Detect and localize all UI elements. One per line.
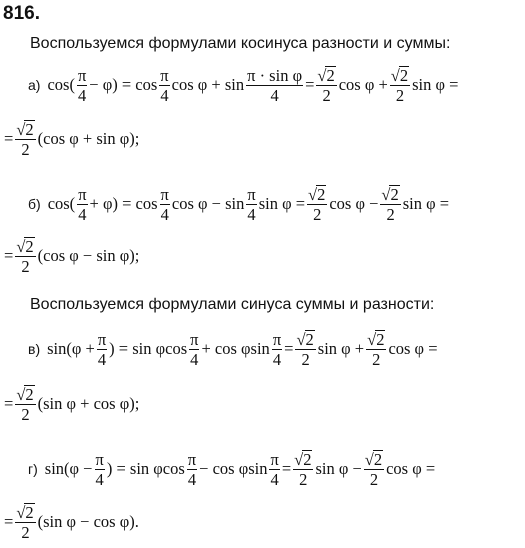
part-b-line2 — [4, 237, 139, 276]
text: (sin φ + cos φ); — [37, 394, 140, 414]
sqrt-2 — [366, 330, 386, 350]
text: cos φ = — [386, 459, 436, 479]
text: = — [4, 129, 14, 149]
radicand: 2 — [399, 66, 409, 85]
root-sign: √ — [16, 385, 26, 404]
radicand: 2 — [376, 330, 385, 349]
text: cos φ − — [329, 194, 379, 214]
text: ) = sin φcos — [109, 339, 188, 359]
sqrt-2 — [380, 185, 400, 205]
fraction-sqrt2-2 — [15, 503, 35, 542]
numerator: π — [95, 449, 104, 469]
numerator: π — [272, 329, 282, 349]
fraction-pi-4 — [159, 67, 169, 105]
text: sin φ = — [412, 75, 459, 95]
intro-sin-text: Воспользуемся формулами синуса суммы и разности: — [30, 296, 435, 313]
radicand: 2 — [326, 66, 335, 85]
denominator: 2 — [299, 470, 308, 490]
denominator: 4 — [190, 349, 199, 369]
text: cos( — [47, 194, 76, 214]
numerator: π — [190, 329, 199, 349]
radicand: 2 — [25, 385, 34, 404]
text: sin(φ − — [44, 459, 93, 479]
text: + cos φsin — [201, 339, 270, 359]
sqrt-2 — [390, 66, 410, 86]
part-d-line2 — [4, 503, 139, 542]
root-sign: √ — [16, 503, 26, 522]
text: sin φ − — [315, 459, 362, 479]
sqrt-2 — [295, 330, 315, 350]
fraction-pi-4 — [246, 186, 256, 224]
fraction-sqrt2-2 — [15, 120, 35, 159]
denominator: 4 — [78, 204, 87, 224]
part-c-label: в) — [28, 341, 41, 358]
denominator: 4 — [187, 469, 197, 489]
denominator: 4 — [160, 204, 169, 224]
radicand: 2 — [305, 330, 314, 349]
sqrt-2 — [15, 237, 35, 257]
text: = — [4, 246, 14, 266]
text: cos φ − sin — [171, 194, 245, 214]
numerator: π — [160, 65, 169, 85]
fraction-pi-4 — [269, 451, 279, 489]
denominator: 2 — [21, 140, 30, 160]
denominator: 4 — [95, 469, 104, 489]
numerator: π — [78, 184, 87, 204]
part-a-label: а) — [28, 77, 41, 94]
denominator: 2 — [313, 205, 322, 225]
text: = — [4, 512, 14, 532]
radicand: 2 — [25, 237, 34, 256]
radicand: 2 — [303, 450, 312, 469]
numerator: π — [247, 184, 256, 204]
sqrt-2 — [364, 450, 384, 470]
text: + φ) = cos — [89, 194, 158, 214]
root-sign: √ — [381, 185, 391, 204]
root-sign: √ — [294, 450, 304, 469]
intro-cos-text: Воспользуемся формулами косинуса разности и суммы: — [30, 35, 451, 52]
root-sign: √ — [364, 450, 374, 469]
radicand: 2 — [390, 185, 399, 204]
denominator: 2 — [322, 86, 331, 106]
sqrt-2 — [15, 385, 35, 405]
fraction-sqrt2-2 — [293, 450, 313, 489]
fraction-sqrt2-2 — [316, 66, 336, 105]
sqrt-2 — [15, 120, 35, 140]
root-sign: √ — [296, 330, 306, 349]
sqrt-2 — [293, 450, 313, 470]
root-sign: √ — [16, 237, 26, 256]
denominator: 2 — [21, 257, 30, 277]
fraction-pi-4 — [160, 186, 170, 224]
denominator: 2 — [21, 405, 30, 425]
fraction-pi-4 — [97, 331, 107, 369]
numerator: π — [270, 449, 279, 469]
fraction-sqrt2-2 — [307, 185, 327, 224]
text: = — [284, 339, 294, 359]
sqrt-2 — [316, 66, 336, 86]
denominator: 4 — [78, 85, 87, 105]
numerator: π — [187, 449, 197, 469]
part-b-label: б) — [28, 196, 41, 213]
denominator: 4 — [270, 469, 279, 489]
part-c-line1 — [28, 330, 438, 369]
fraction-pi-sin-4 — [246, 67, 303, 105]
denominator: 2 — [395, 86, 405, 106]
numerator: π — [160, 184, 169, 204]
text: (sin φ − cos φ). — [37, 512, 139, 532]
fraction-sqrt2-2 — [15, 385, 35, 424]
text: (cos φ − sin φ); — [37, 246, 140, 266]
fraction-pi-4 — [272, 331, 282, 369]
fraction-sqrt2-2 — [390, 66, 410, 105]
text: − cos φsin — [199, 459, 268, 479]
root-sign: √ — [390, 66, 400, 85]
text: cos φ + sin — [171, 75, 245, 95]
sqrt-2 — [307, 185, 327, 205]
text: − φ) = cos — [89, 75, 158, 95]
denominator: 4 — [272, 349, 282, 369]
denominator: 2 — [386, 205, 395, 225]
denominator: 4 — [270, 85, 279, 105]
part-d-line1 — [28, 450, 435, 489]
denominator: 4 — [160, 85, 169, 105]
denominator: 4 — [247, 204, 256, 224]
text: sin(φ + — [47, 339, 95, 359]
fraction-pi-4 — [187, 451, 197, 489]
denominator: 2 — [369, 470, 379, 490]
denominator: 2 — [372, 350, 381, 370]
text: = — [281, 459, 292, 479]
fraction-sqrt2-2 — [366, 330, 386, 369]
text: (cos φ + sin φ); — [37, 129, 140, 149]
fraction-sqrt2-2 — [364, 450, 384, 489]
text: sin φ = — [258, 194, 306, 214]
fraction-sqrt2-2 — [15, 237, 35, 276]
part-a-line2 — [4, 120, 139, 159]
text: ) = sin φcos — [106, 459, 185, 479]
text: = — [305, 75, 315, 95]
denominator: 4 — [97, 349, 107, 369]
root-sign: √ — [16, 120, 26, 139]
denominator: 2 — [301, 350, 310, 370]
problem-number: 816. — [3, 3, 40, 24]
fraction-pi-4 — [77, 186, 87, 224]
text: cos φ + — [338, 75, 388, 95]
denominator: 2 — [21, 523, 30, 543]
radicand: 2 — [25, 503, 34, 522]
part-d-label: г) — [28, 461, 38, 478]
text: = — [4, 394, 14, 414]
radicand: 2 — [373, 450, 383, 469]
text: sin φ = — [402, 194, 450, 214]
fraction-pi-4 — [95, 451, 105, 489]
fraction-sqrt2-2 — [295, 330, 315, 369]
fraction-pi-4 — [189, 331, 199, 369]
numerator: π — [97, 329, 107, 349]
radicand: 2 — [317, 185, 326, 204]
root-sign: √ — [317, 66, 327, 85]
radicand: 2 — [25, 120, 34, 139]
text: cos( — [47, 75, 75, 95]
part-c-line2 — [4, 385, 139, 424]
text: cos φ = — [388, 339, 438, 359]
part-b-line1 — [28, 185, 449, 224]
part-a-line1 — [28, 66, 458, 105]
root-sign: √ — [367, 330, 377, 349]
numerator: π — [77, 65, 87, 85]
sqrt-2 — [15, 503, 35, 523]
fraction-sqrt2-2 — [380, 185, 400, 224]
numerator: π · sin φ — [247, 65, 303, 85]
text: sin φ + — [317, 339, 365, 359]
root-sign: √ — [308, 185, 318, 204]
fraction-pi-4 — [77, 67, 87, 105]
